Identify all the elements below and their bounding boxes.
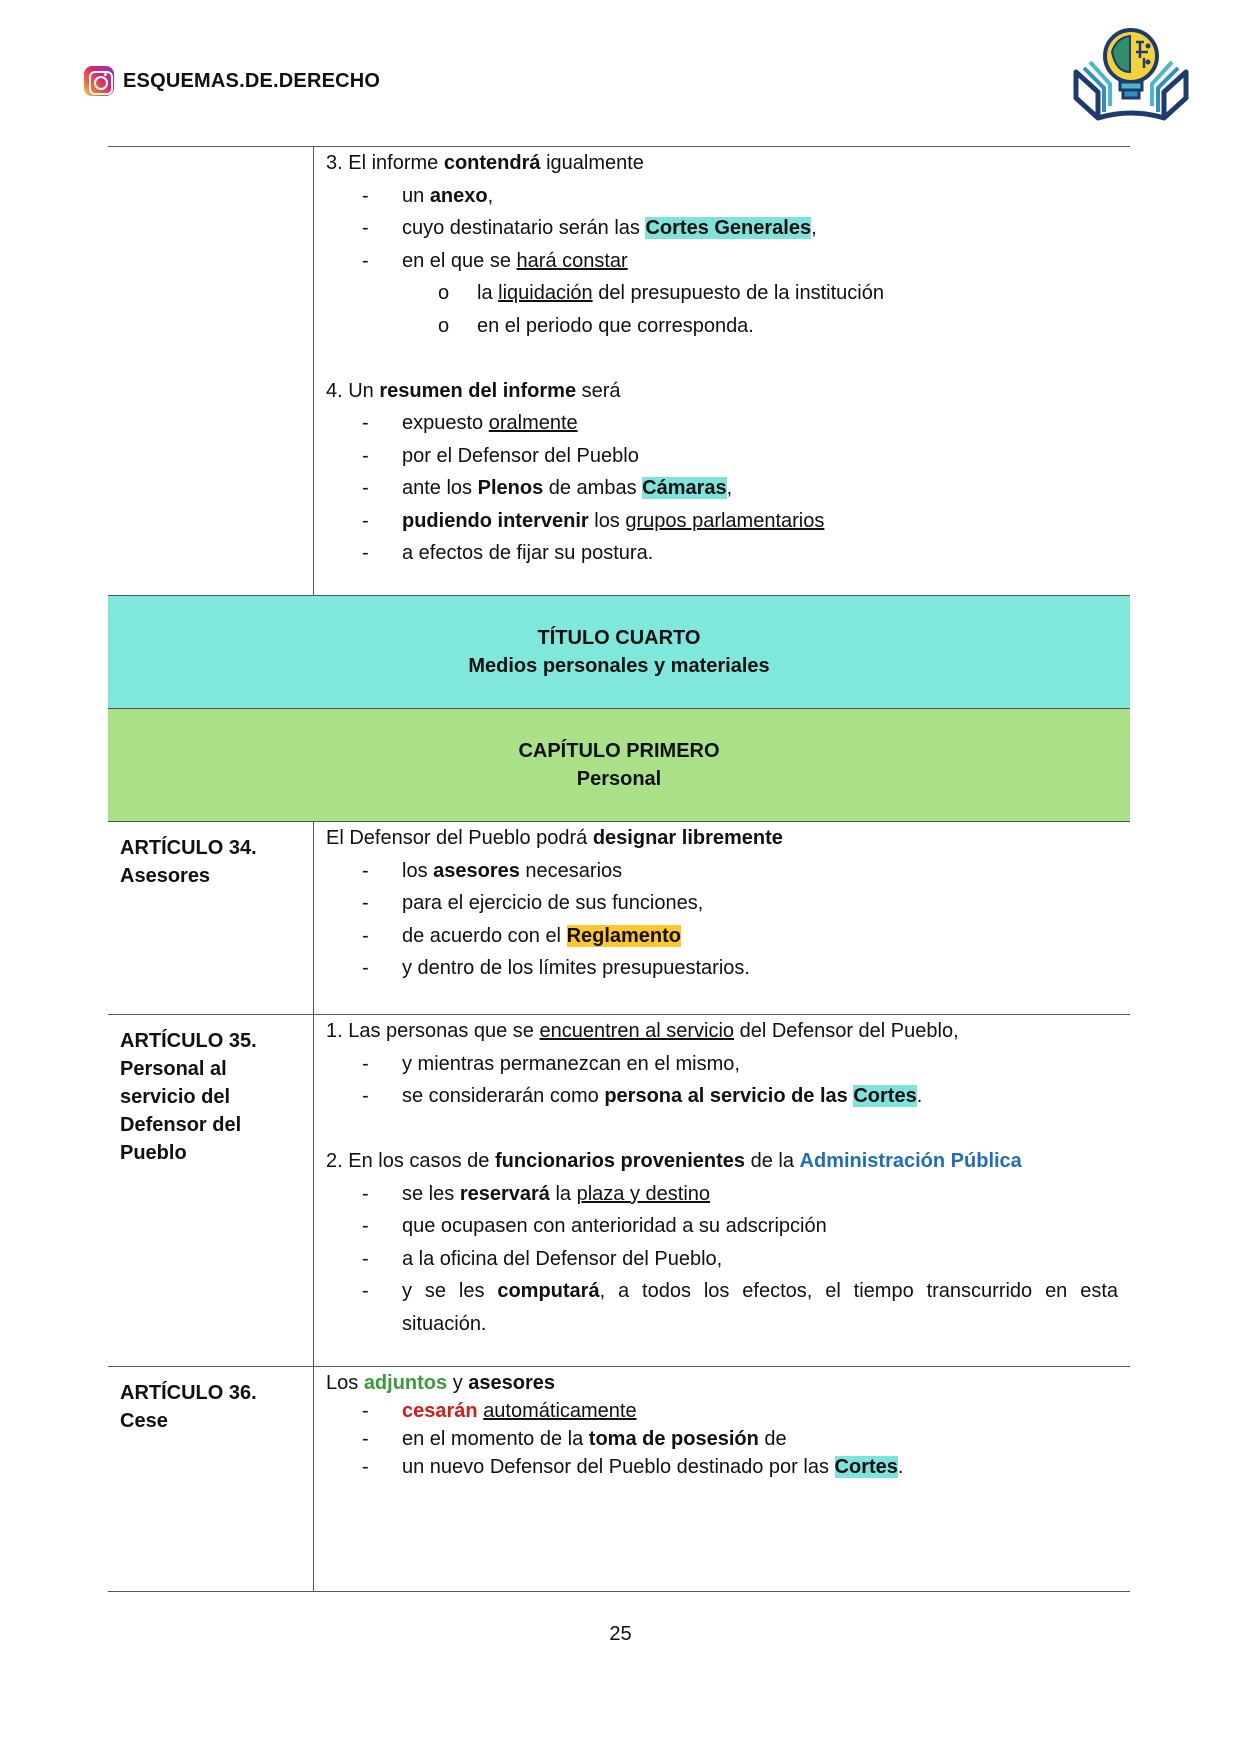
titulo-line2: Medios personales y materiales: [468, 655, 770, 677]
list-item: - a efectos de fijar su postura.: [362, 542, 654, 564]
list-item: - ante los Plenos de ambas Cámaras,: [362, 477, 733, 499]
continuation-content: [313, 147, 1130, 595]
list-item: - un nuevo Defensor del Pueblo destinado por las Cortes.: [362, 1456, 904, 1478]
list-item: - y se les computará, a todos los efectos, el tiempo transcurrido en esta: [362, 1280, 1118, 1302]
brain-lightbulb-book-logo: [1068, 22, 1194, 128]
item-3: 3. El informe contendrá igualmente: [326, 152, 644, 174]
list-item: - cesarán automáticamente: [362, 1400, 637, 1422]
list-item: - se les reservará la plaza y destino: [362, 1182, 711, 1205]
article-34-row: [108, 821, 1130, 1014]
list-item: - en el que se hará constar: [362, 249, 628, 272]
article-36-content: Los adjuntos y asesores - cesarán automáticamente - en el momento de la toma de posesión de - un nuevo Defensor del Pueblo destinado por las Cortes.: [313, 1367, 1130, 1591]
brand-name: ESQUEMAS.DE.DERECHO: [123, 69, 381, 92]
list-item: - que ocupasen con anterioridad a su adscripción: [362, 1215, 827, 1237]
list-item: - un anexo,: [362, 184, 494, 207]
list-item: - y mientras permanezcan en el mismo,: [362, 1052, 740, 1075]
brand: [84, 66, 380, 96]
article-34-content: El Defensor del Pueblo podrá designar libremente - los asesores necesarios - para el ejercicio de sus funciones, - de acuerdo con el Reglamento - y dentro de los límites presupuestarios.: [313, 822, 1130, 1014]
page-number: 25: [609, 1623, 632, 1645]
continuation-row: [108, 146, 1130, 595]
list-item: - se considerarán como persona al servicio de las Cortes.: [362, 1085, 923, 1107]
list-item: - los asesores necesarios: [362, 859, 623, 882]
titulo-line1: TÍTULO CUARTO: [537, 627, 701, 649]
article-35-content: 1. Las personas que se encuentren al servicio del Defensor del Pueblo, - y mientras permanezcan en el mismo, - se considerarán como persona al servicio de las Cortes. 2. En los casos de funcionarios provenientes de la Administración Pública - se les reservará la plaza y destino - que ocupasen con anterioridad a su adscripción - a la oficina del Defensor del Pueblo, - y se les computará, a todos los efectos, el tiempo transcurrido en esta situación.: [313, 1015, 1130, 1366]
capitulo-banner: [108, 708, 1130, 821]
continuation-label: [108, 147, 313, 595]
capitulo-line2: Personal: [576, 768, 662, 790]
article-35-label: ARTÍCULO 35. Personal al servicio del Defensor del Pueblo: [120, 1030, 257, 1164]
capitulo-line1: CAPÍTULO PRIMERO: [518, 740, 720, 762]
list-item: - para el ejercicio de sus funciones,: [362, 892, 704, 914]
list-item: - cuyo destinatario serán las Cortes Generales,: [362, 217, 817, 239]
list-item: - a la oficina del Defensor del Pueblo,: [362, 1247, 723, 1270]
list-item: - expuesto oralmente: [362, 412, 578, 434]
list-item: - de acuerdo con el Reglamento: [362, 924, 682, 947]
list-item: - por el Defensor del Pueblo: [362, 444, 639, 467]
article-35-row: [108, 1014, 1130, 1366]
list-item: - pudiendo intervenir los grupos parlamentarios: [362, 509, 825, 532]
list-item: - y dentro de los límites presupuestarios.: [362, 957, 750, 979]
item-4: 4. Un resumen del informe será: [326, 379, 621, 402]
titulo-banner: [108, 595, 1130, 708]
article-34-label: ARTÍCULO 34. Asesores: [120, 837, 257, 887]
sub-list-item: o la liquidación del presupuesto de la institución: [438, 282, 884, 304]
article-36-row: [108, 1366, 1130, 1592]
list-item: - en el momento de la toma de posesión de: [362, 1428, 787, 1450]
article-36-label: ARTÍCULO 36. Cese: [120, 1382, 257, 1432]
instagram-icon: [84, 66, 114, 96]
list-item-continuation: situación.: [402, 1312, 487, 1335]
sub-list-item: o en el periodo que corresponda.: [438, 314, 754, 337]
